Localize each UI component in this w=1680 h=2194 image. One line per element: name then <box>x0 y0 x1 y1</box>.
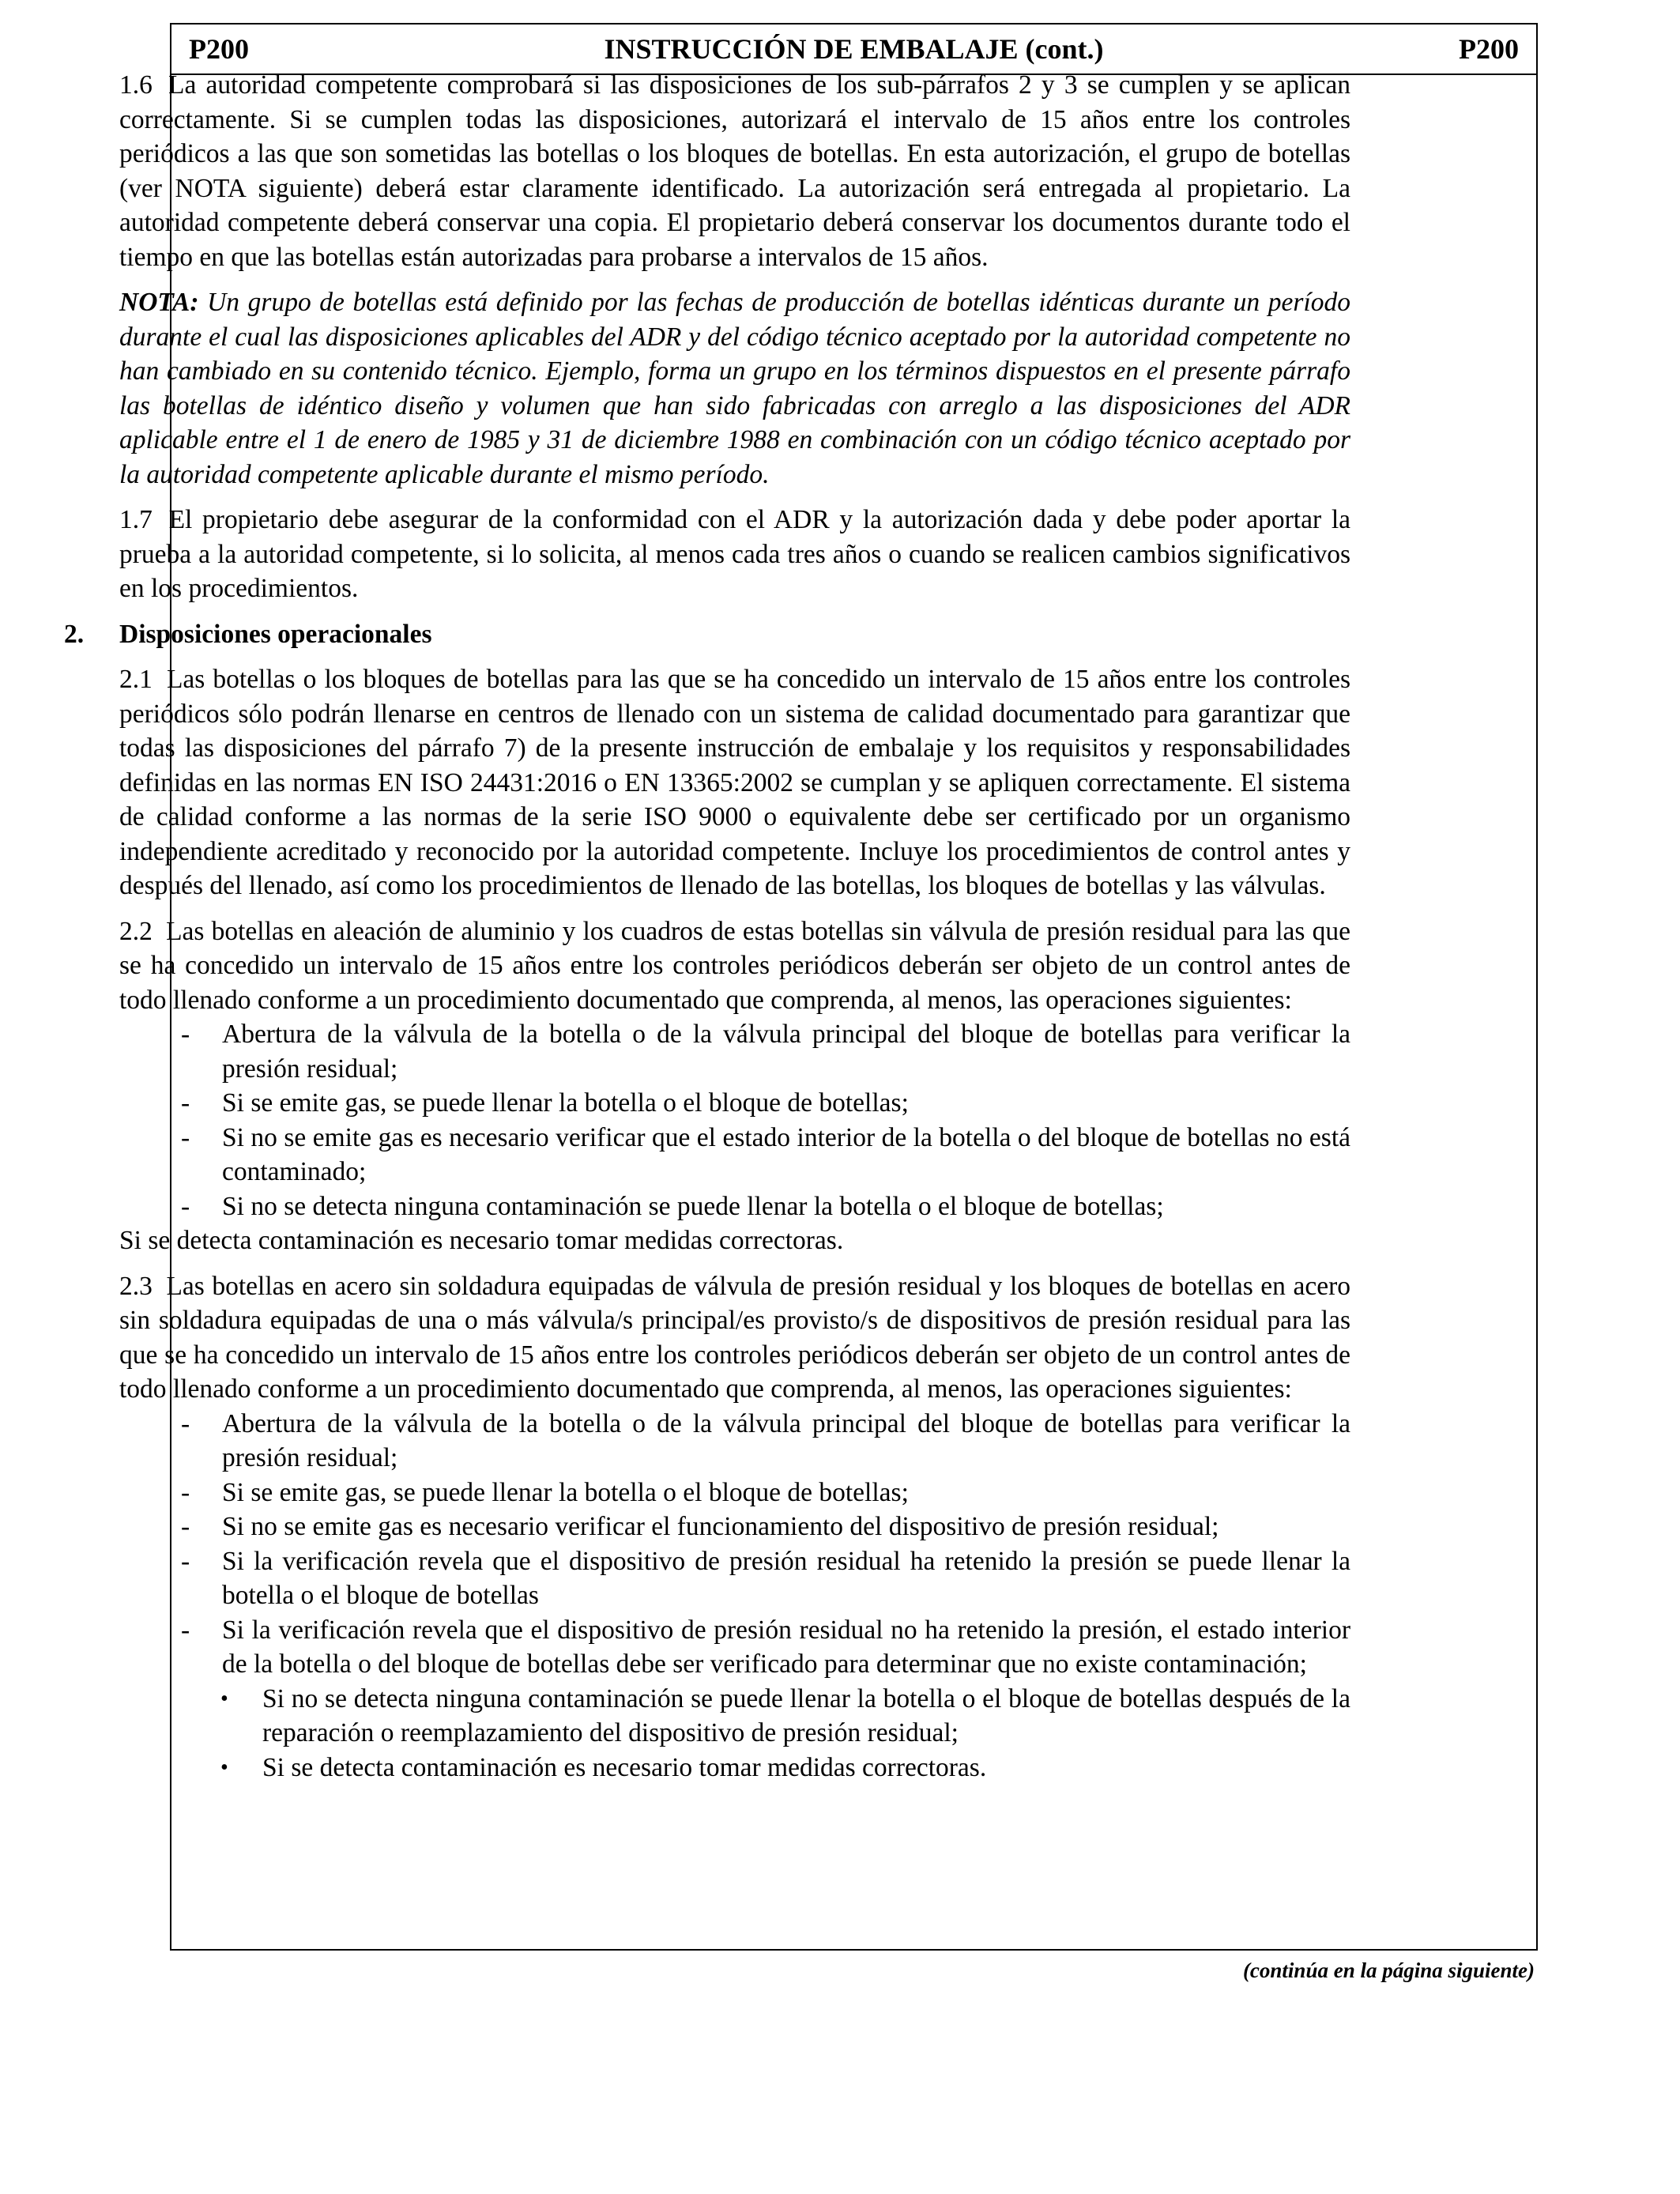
dash-list <box>159 1017 1350 1223</box>
paragraph-2-2 <box>119 914 1350 1258</box>
paragraph-text: Las botellas o los bloques de botellas para las que se ha concedido un intervalo de 15 años entre los controles periódicos sólo podrán llenarse en centros de llenado con un sistema de calidad documentado para garantizar que todas las disposiciones del párrafo 7) de la presente instrucción de embalaje y los requisitos y responsabilidades definidas en las normas EN ISO 24431:2016 o EN 13365:2002 se cumplan y se apliquen correctamente. El sistema de calidad conforme a las normas de la serie ISO 9000 o equivalente debe ser certificado por un organismo independiente acreditado y reconocido por la autoridad competente. Incluye los procedimientos de control antes y después del llenado, así como los procedimientos de llenado de las botellas, los bloques de botellas y las válvulas. <box>119 665 1351 900</box>
paragraph-number: 2.2 <box>119 916 153 946</box>
header-title: INSTRUCCIÓN DE EMBALAJE (cont.) <box>604 33 1104 65</box>
dash-marker: - <box>181 1512 190 1541</box>
header-code-left: P200 <box>189 33 249 65</box>
paragraph-text: Las botellas en acero sin soldadura equipadas de válvula de presión residual y los bloques de botellas en acero sin soldadura equipadas de una o más válvula/s principal/es provisto/s de dispositivos de presión residual para las que se ha concedido un intervalo de 15 años entre los controles periódicos deberán ser objeto de un control antes de todo llenado conforme a un procedimiento documentado que comprenda, al menos, las operaciones siguientes: <box>119 1271 1350 1404</box>
list-item-text: Abertura de la válvula de la botella o de la válvula principal del bloque de botellas para verificar la presión residual; <box>222 1408 1350 1472</box>
dash-marker: - <box>181 1546 190 1576</box>
bullet-list <box>159 1682 1350 1785</box>
paragraph-number: 1.6 <box>119 70 153 100</box>
list-item <box>119 1121 1350 1189</box>
dash-marker: - <box>181 1191 190 1221</box>
note-text: Un grupo de botellas está definido por las fechas de producción de botellas idénticas durante un período durante el cual las disposiciones aplicables del ADR y del código técnico aceptado por la autoridad competente no han cambiado en su contenido técnico. Ejemplo, forma un grupo en los términos dispuestos en el presente párrafo las botellas de idéntico diseño y volumen que han sido fabricadas con arreglo a las disposiciones del ADR aplicable entre el 1 de enero de 1985 y 31 de diciembre 1988 en combinación con un código técnico aceptado por la autoridad competente aplicable durante el mismo período. <box>119 288 1351 489</box>
list-item-text: Si se emite gas, se puede llenar la botella o el bloque de botellas; <box>222 1088 909 1118</box>
list-item <box>119 1613 1350 1682</box>
note-label: NOTA: <box>119 288 199 317</box>
dash-list <box>159 1407 1350 1682</box>
list-item <box>119 1510 1350 1544</box>
list-item-text: Abertura de la válvula de la botella o de la válvula principal del bloque de botellas para verificar la presión residual; <box>222 1020 1350 1084</box>
list-item-text: Si la verificación revela que el dispositivo de presión residual ha retenido la presión se puede llenar la botella o el bloque de botellas <box>222 1546 1350 1610</box>
note-block <box>119 285 1350 492</box>
dash-marker: - <box>181 1020 190 1049</box>
list-item-text: Si la verificación revela que el dispositivo de presión residual no ha retenido la presión, el estado interior de la botella o del bloque de botellas debe ser verificado para determinar que no existe contaminación; <box>222 1615 1350 1679</box>
bullet-marker: • <box>220 1686 228 1711</box>
list-item <box>119 1086 1350 1121</box>
document-body <box>64 68 1351 1796</box>
paragraph-text: Las botellas en aleación de aluminio y los cuadros de estas botellas sin válvula de presión residual para las que se ha concedido un intervalo de 15 años entre los controles periódicos deberán ser objeto de un control antes de todo llenado conforme a un procedimiento documentado que comprenda, al menos, las operaciones siguientes: <box>119 916 1350 1015</box>
list-item <box>119 1189 1350 1224</box>
dash-marker: - <box>181 1408 190 1438</box>
paragraph-number: 1.7 <box>119 505 153 534</box>
section-number: 2. <box>64 619 85 649</box>
paragraph-2-3 <box>119 1269 1350 1785</box>
list-item-text: Si no se emite gas es necesario verificar que el estado interior de la botella o del bloque de botellas no está contaminado; <box>222 1122 1350 1186</box>
section-title: Disposiciones operacionales <box>119 619 432 649</box>
list-item <box>119 1751 1350 1785</box>
paragraph-1-7 <box>119 503 1350 606</box>
paragraph-1-6 <box>119 68 1350 274</box>
list-item <box>119 1682 1350 1751</box>
paragraph-number: 2.3 <box>119 1271 153 1301</box>
dash-marker: - <box>181 1477 190 1507</box>
section-heading-2 <box>64 617 1350 652</box>
list-item <box>119 1407 1350 1476</box>
closing-text: Si se detecta contaminación es necesario tomar medidas correctoras. <box>119 1226 844 1255</box>
header-code-right: P200 <box>1459 33 1519 65</box>
bullet-marker: • <box>220 1755 228 1780</box>
list-item-text: Si se detecta contaminación es necesario tomar medidas correctoras. <box>262 1752 987 1782</box>
continuation-note: (continúa en la página siguiente) <box>1242 1958 1535 1982</box>
list-item-text: Si se emite gas, se puede llenar la botella o el bloque de botellas; <box>222 1477 909 1507</box>
paragraph-text: El propietario debe asegurar de la conformidad con el ADR y la autorización dada y debe poder aportar la prueba a la autoridad competente, si lo solicita, al menos cada tres años o cuando se realicen cambios significativos en los procedimientos. <box>119 505 1350 603</box>
paragraph-number: 2.1 <box>119 665 153 694</box>
list-item <box>119 1476 1350 1510</box>
dash-marker: - <box>181 1615 190 1645</box>
dash-marker: - <box>181 1122 190 1152</box>
list-item-text: Si no se detecta ninguna contaminación se puede llenar la botella o el bloque de botellas después de la reparación o reemplazamiento del dispositivo de presión residual; <box>262 1683 1350 1747</box>
list-item-text: Si no se emite gas es necesario verificar el funcionamiento del dispositivo de presión residual; <box>222 1512 1219 1541</box>
paragraph-text: La autoridad competente comprobará si las disposiciones de los sub-párrafos 2 y 3 se cumplen y se aplican correctamente. Si se cumplen todas las disposiciones, autorizará el intervalo de 15 años entre los controles periódicos a las que son sometidas las botellas o los bloques de botellas. En esta autorización, el grupo de botellas (ver NOTA siguiente) deberá estar claramente identificado. La autorización será entregada al propietario. La autoridad competente deberá conservar una copia. El propietario deberá conservar los documentos durante todo el tiempo en que las botellas están autorizadas para probarse a intervalos de 15 años. <box>119 70 1350 272</box>
paragraph-2-1 <box>119 662 1350 903</box>
dash-marker: - <box>181 1088 190 1118</box>
list-item-text: Si no se detecta ninguna contaminación se puede llenar la botella o el bloque de botellas; <box>222 1191 1164 1221</box>
list-item <box>119 1544 1350 1613</box>
list-item <box>119 1017 1350 1086</box>
